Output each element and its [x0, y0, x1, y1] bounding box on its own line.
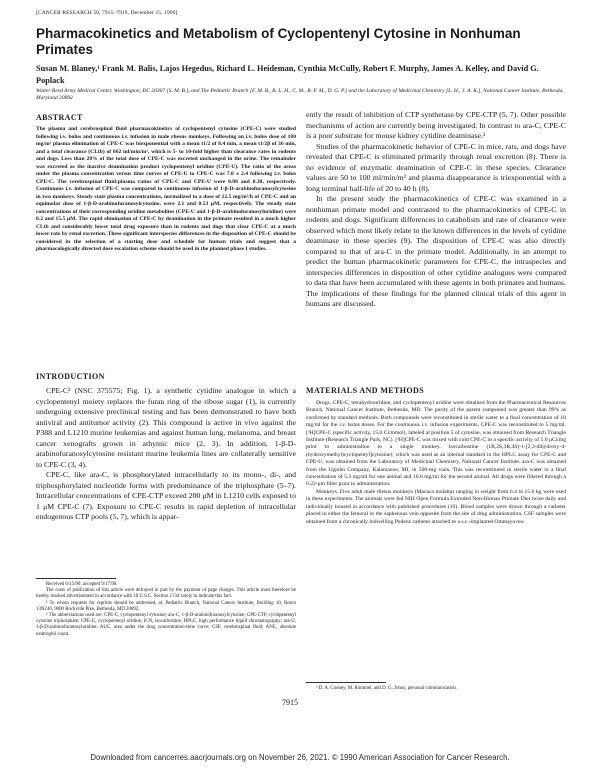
introduction-section [36, 386, 296, 523]
footnote-1: ¹ To whom requests for reprints should be addressed, at: Pediatric Branch, National Cancer Institute, Building 10, Room 13N240, 9000 Rockville Pike, Bethesda, MD 20892. [36, 600, 296, 612]
abstract-heading: ABSTRACT [36, 113, 83, 122]
paper-title: Pharmacokinetics and Metabolism of Cyclopentenyl Cytosine in Nonhuman Primates [36, 26, 521, 57]
footnote-3: ³ D. A. Cooney, M. Rommel, and D. G. Johns, personal communication. [316, 686, 458, 691]
methods-monkeys-paragraph: Monkeys. Five adult male rhesus monkeys (Macaca mulatta) ranging in weight from 6.4 to 15.6 kg were used in these experiments. The animals were fed NIH Open Formula Extruded Non-Human Primate Diet twice daily and individually housed in accordance with published procedures (10). Blood samples were drawn through a catheter placed in either the femoral or the saphenous vein opposite from the site of drug administration. CSF samples were obtained from a chronically indwelling Pudenz catheter attached to a s.c.-implanted Ommaya res- [306, 488, 566, 525]
left-footnotes [36, 582, 296, 638]
methods-drugs-paragraph: Drugs. CPE-C, tetrahydrouridine, and cyclopentenyl uridine were obtained from the Pharmaceutical Resources Branch, National Cancer Institute, Bethesda, MD. The purity of the parent compound was greater than 99% as confirmed by standard methods. Both compounds were reconstituted in sterile water to a final concentration of 10 mg/ml for the i.v. bolus doses. For the continuous i.v. infusion experiments, CPE-C was reconstituted to 5 mg/ml. [³H]CPE-C (specific activity, 15.0 Ci/mmol), labeled at position 5 of cytosine, was obtained from Research Triangle Institute (Research Triangle Park, NC). [³H]CPE-C was mixed with cold CPE-C to a specific activity of 5.0 μCi/mg prior to administration to a single monkey. Isocarbostine (1R,2S,3R,4S)-1-[2,3-dihydroxy-4-(hydroxymethyl)cyclopentyl]cytosine), which was used as an internal standard in the HPLC assay for CPE-C and CPE-U, was obtained from the Laboratory of Medicinal Chemistry, National Cancer Institute. ara-C was obtained from the Upjohn Company, Kalamazoo, MI, in 500-mg vials. This was reconstituted in sterile water to a final concentration of 5.3 mg/ml for one animal and 10.6 mg/ml for the second animal. All drugs were filtered through a 0.22-μm filter prior to administration. [306, 400, 566, 488]
intro-paragraph-1: CPE-C² (NSC 375575; Fig. 1), a synthetic cytidine analogue in which a cyclopentenyl moiety replaces the furan ring of the ribose sugar (1), is currently undergoing extensive preclinical testing and has been demonstrated to have both antiviral and antitumor activity (2). This compound is active in vivo against the P388 and L1210 murine leukemias and against human lung, melanoma, and breast cancer xenografts grown in athymic mice (2, 3). In addition, 1-β-D-arabinofuranosylcytosine resistant murine leukemia lines are collaterally sensitive to CPE-C (3, 4). [36, 386, 296, 469]
introduction-heading: INTRODUCTION [36, 372, 105, 381]
publication-costs-note: The costs of publication of this article were defrayed in part by the payment of page charges. This article must therefore be hereby marked advertisement in accordance with 18 U.S.C. Section 1734 solely to indicate this fact. [36, 588, 296, 600]
journal-reference: [CANCER RESEARCH 50, 7915–7919, December 15, 1990] [36, 10, 178, 16]
right-column-intro-continued [306, 110, 566, 310]
footnote-divider [36, 578, 116, 579]
download-footer: Downloaded from cancerres.aacrjournals.org on November 26, 2021. © 1990 American Association for Cancer Research. [90, 753, 510, 762]
methods-heading: MATERIALS AND METHODS [306, 386, 425, 395]
right-paragraph-2: Studies of the pharmacokinetic behavior of CPE-C in mice, rats, and dogs have revealed that CPE-C is eliminated primarily through renal excretion (8). There is no evidence of enzymatic deamination of CPE-C in these species. Clearance values are 50 to 100 ml/min/m² and plasma disappearance is triexponential with a long terminal half-life of 20 to 40 h (8). [306, 141, 566, 193]
footnote-2: ² The abbreviations used are: CPE-C, cyclopentenyl cytosine; ara-C, 1-β-D-arabinofuranosylcytosine; CPE-CTP, cyclopentenyl cytosine triphosphate; CPE-U, cyclopentenyl uridine; ICN, isocarbostine; HPLC, high performance liquid chromatography; ara-U, 1-β-D-arabinofuranosyluridine; AUC, area under the drug concentration-time curve; CSF, cerebrospinal fluid; ANC, absolute neutrophil count. [36, 613, 296, 637]
author-list: Susan M. Blaney,¹ Frank M. Balis, Lajos Hegedus, Richard L. Heideman, Cynthia McCully, Robert F. Murphy, James A. Kelley, and David G. Poplack [36, 64, 539, 85]
right-footnote-divider [306, 682, 386, 683]
right-paragraph-1: ently the result of inhibition of CTP synthetase by CPE-CTP (5, 7). Other possible mechanisms of action are currently being investigated. In contrast to ara-C, CPE-C is a poor substrate for mouse kidney cytidine deaminase.³ [306, 110, 566, 140]
abstract-text [36, 126, 296, 254]
received-note: Received 6/15/90; accepted 9/17/90. [46, 582, 118, 587]
right-footnotes [306, 686, 566, 692]
intro-paragraph-2: CPE-C, like ara-C, is phosphorylated intracellularly to its mono-, di-, and triphosphorylated nucleotide forms with predominance of the triphosphate (5–7). Intracellular concentrations of CPE-CTP exceed 200 μM in L1210 cells exposed to 1 μM CPE-C (7). Exposure to CPE-C results in rapid depletion of intracellular endogenous CTP pools (5, 7), which is appar- [36, 470, 296, 521]
author-affiliation: Walter Reed Army Medical Center, Washington, DC 20307 [S. M. B.], and The Pediatric Branch [F. M. B., R. L. H., C. M., R. F. M., D. G. P.] and the Laboratory of Medicinal Chemistry [L. H., J. A. K.], National Cancer Institute, Bethesda, Maryland 20892 [36, 88, 564, 101]
right-paragraph-3: In the present study the pharmacokinetics of CPE-C was examined in a nonhuman primate model and contrasted to the pharmacokinetics of CPE-C in rodents and dogs. Significant differences in catabolism and rate of clearance were observed which most likely relate to the known differences in the levels of cytidine deaminase in these species (9). The disposition of CPE-C was also directly compared to that of ara-C in the primate model. Additionally, in an attempt to predict the human pharmacokinetic parameters for CPE-C, the intraspecies and interspecies differences in disposition of other cytidine analogues were compared to data that have been accumulated with these agents in both primates and humans. The implications of these findings for the planned clinical trials of this agent in humans are discussed. [306, 194, 566, 308]
abstract-paragraph: The plasma and cerebrospinal fluid pharmacokinetics of cyclopentenyl cytosine (CPE-C) were studied following i.v. bolus and continuous i.v. infusion in male rhesus monkeys. Following an i.v. bolus dose of 180 mg/m² plasma elimination of CPE-C was biexponential with a mean t1/2 of 8.4 min, a mean t1/2β of 36 min, and a total clearance (CLtb) of 662 ml/min/m², which is 5- to 10-fold higher than clearance rates in rodents and dogs. Less than 20% of the total dose of CPE-C was excreted unchanged in the urine. The remainder was excreted as the inactive deamination product cyclopentenyl uridine (CPE-U). The ratio of the areas under the plasma concentration versus time curves of CPE-U to CPE-C was 7.0 ± 2.4 following i.v. bolus CPE-C. The cerebrospinal fluid:plasma ratios of CPE-C and CPE-U were 0.08 and 0.30, respectively. Continuous i.v. infusion of CPE-C was compared to continuous infusion of 1-β-D-arabinofuranosylcytosine in two monkeys. Steady state plasma concentrations, normalized to a dose of 12.5 mg/m²/h of CPE-C and an equimolar dose of 1-β-D-arabinofuranosylcytosine, were 2.1 and 0.53 μM, respectively. The steady state concentrations of their corresponding uridine metabolites (CPE-U and 1-β-D-arabinofuranosyluridine) were 8.2 and 15.5 μM. The rapid elimination of CPE-C by deamination in the primate resulted in a much higher CLtb and considerably lower total drug exposure than in rodents and dogs that clear CPE-C at a much lower rate by renal excretion. These significant interspecies differences in the disposition of CPE-C should be considered in the selection of a starting dose and schedule for human trials and suggest that a pharmacologically directed dose escalation scheme should be used in the planned phase I studies. [36, 126, 296, 252]
methods-section [306, 400, 566, 526]
page-number: 7915 [282, 698, 298, 707]
